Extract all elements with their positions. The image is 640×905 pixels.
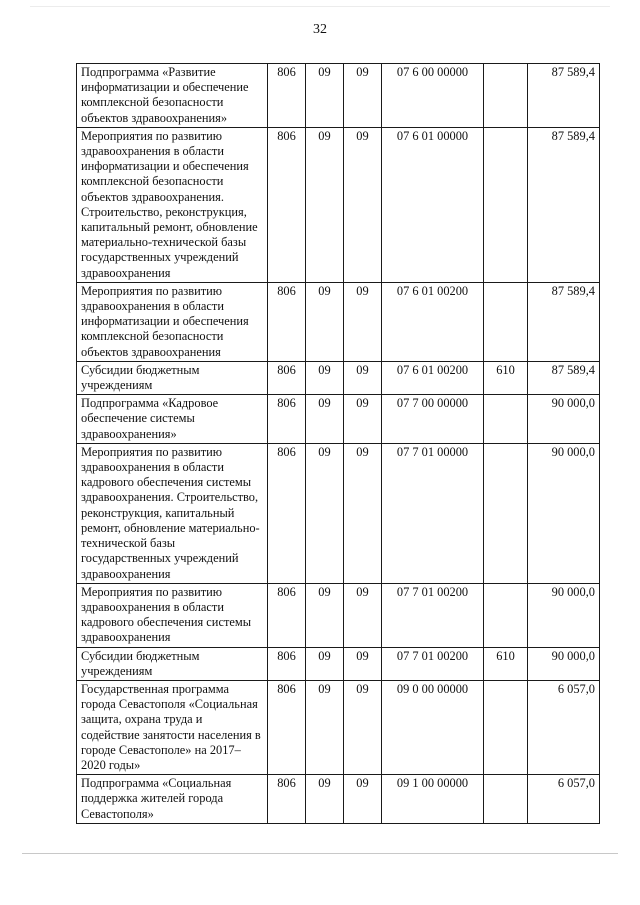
- row-expense-type: [484, 583, 528, 647]
- row-ministry: 806: [268, 127, 306, 282]
- row-amount: 87 589,4: [528, 127, 600, 282]
- row-expense-type: [484, 395, 528, 444]
- row-section: 09: [306, 395, 344, 444]
- budget-table: [76, 63, 600, 824]
- row-target: 07 6 01 00000: [382, 127, 484, 282]
- row-target: 07 7 01 00000: [382, 443, 484, 583]
- row-expense-type: [484, 680, 528, 774]
- row-ministry: 806: [268, 775, 306, 824]
- row-expense-type: [484, 64, 528, 128]
- row-name: Подпрограмма «Социальная поддержка жителей города Севастополя»: [77, 775, 268, 824]
- row-amount: 87 589,4: [528, 64, 600, 128]
- row-amount: 87 589,4: [528, 282, 600, 361]
- row-subsection: 09: [344, 361, 382, 394]
- table-row: [77, 775, 600, 824]
- row-name: Субсидии бюджетным учреждениям: [77, 361, 268, 394]
- row-target: 07 7 01 00200: [382, 583, 484, 647]
- row-subsection: 09: [344, 775, 382, 824]
- budget-table-body: [77, 64, 600, 824]
- table-row: [77, 443, 600, 583]
- row-amount: 87 589,4: [528, 361, 600, 394]
- row-name: Подпрограмма «Развитие информатизации и обеспечение комплексной безопасности объектов здравоохранения»: [77, 64, 268, 128]
- row-expense-type: [484, 443, 528, 583]
- table-row: [77, 583, 600, 647]
- row-section: 09: [306, 282, 344, 361]
- row-name: Подпрограмма «Кадровое обеспечение системы здравоохранения»: [77, 395, 268, 444]
- table-row: [77, 680, 600, 774]
- row-section: 09: [306, 583, 344, 647]
- row-amount: 90 000,0: [528, 395, 600, 444]
- row-ministry: 806: [268, 443, 306, 583]
- table-row: [77, 395, 600, 444]
- row-ministry: 806: [268, 395, 306, 444]
- row-target: 07 6 01 00200: [382, 282, 484, 361]
- row-subsection: 09: [344, 443, 382, 583]
- row-ministry: 806: [268, 64, 306, 128]
- page-number: 32: [313, 22, 327, 37]
- row-amount: 6 057,0: [528, 680, 600, 774]
- row-target: 07 6 00 00000: [382, 64, 484, 128]
- row-ministry: 806: [268, 583, 306, 647]
- row-name: Мероприятия по развитию здравоохранения в области кадрового обеспечения системы здравоохранения: [77, 583, 268, 647]
- row-subsection: 09: [344, 64, 382, 128]
- row-expense-type: [484, 775, 528, 824]
- row-target: 07 7 00 00000: [382, 395, 484, 444]
- row-section: 09: [306, 647, 344, 680]
- table-row: [77, 127, 600, 282]
- row-name: Мероприятия по развитию здравоохранения в области кадрового обеспечения системы здравоохранения. Строительство, реконструкция, капитальный ремонт, обновление материально-технической базы государственных учреждений здравоохранения: [77, 443, 268, 583]
- row-amount: 6 057,0: [528, 775, 600, 824]
- row-subsection: 09: [344, 583, 382, 647]
- row-name: Мероприятия по развитию здравоохранения в области информатизации и обеспечения комплексной безопасности объектов здравоохранения: [77, 282, 268, 361]
- row-name: Государственная программа города Севастополя «Социальная защита, охрана труда и содействие занятости населения в городе Севастополе» на 2017–2020 годы»: [77, 680, 268, 774]
- row-target: 07 6 01 00200: [382, 361, 484, 394]
- row-subsection: 09: [344, 282, 382, 361]
- row-amount: 90 000,0: [528, 443, 600, 583]
- table-row: [77, 64, 600, 128]
- row-section: 09: [306, 443, 344, 583]
- row-ministry: 806: [268, 361, 306, 394]
- row-subsection: 09: [344, 680, 382, 774]
- row-section: 09: [306, 361, 344, 394]
- table-row: [77, 282, 600, 361]
- row-expense-type: 610: [484, 361, 528, 394]
- row-section: 09: [306, 127, 344, 282]
- row-ministry: 806: [268, 282, 306, 361]
- scan-edge-top: [30, 6, 610, 7]
- row-ministry: 806: [268, 647, 306, 680]
- row-section: 09: [306, 775, 344, 824]
- row-subsection: 09: [344, 647, 382, 680]
- row-subsection: 09: [344, 395, 382, 444]
- row-section: 09: [306, 64, 344, 128]
- row-target: 09 0 00 00000: [382, 680, 484, 774]
- row-name: Мероприятия по развитию здравоохранения в области информатизации и обеспечения комплексной безопасности объектов здравоохранения. Строительство, реконструкция, капитальный ремонт, обновление материально-технической базы государственных учреждений здравоохранения: [77, 127, 268, 282]
- row-target: 09 1 00 00000: [382, 775, 484, 824]
- row-target: 07 7 01 00200: [382, 647, 484, 680]
- row-subsection: 09: [344, 127, 382, 282]
- row-ministry: 806: [268, 680, 306, 774]
- row-expense-type: [484, 127, 528, 282]
- row-name: Субсидии бюджетным учреждениям: [77, 647, 268, 680]
- row-expense-type: [484, 282, 528, 361]
- row-section: 09: [306, 680, 344, 774]
- table-row: [77, 647, 600, 680]
- table-row: [77, 361, 600, 394]
- row-amount: 90 000,0: [528, 583, 600, 647]
- row-expense-type: 610: [484, 647, 528, 680]
- scan-edge-bottom: [22, 853, 618, 854]
- row-amount: 90 000,0: [528, 647, 600, 680]
